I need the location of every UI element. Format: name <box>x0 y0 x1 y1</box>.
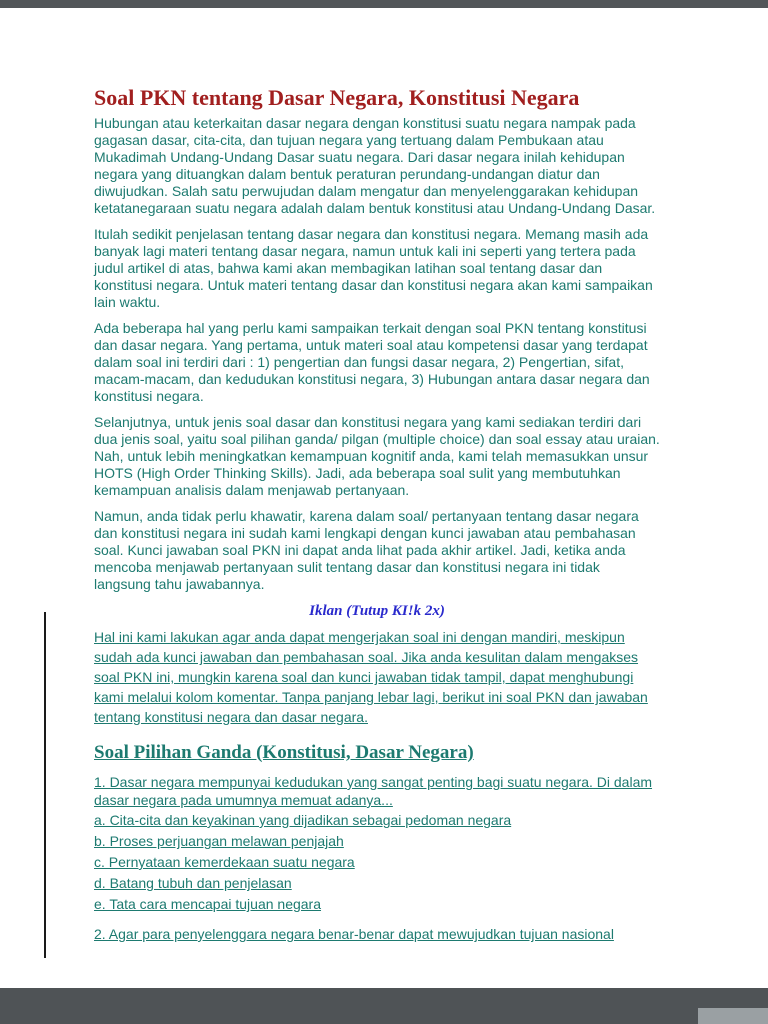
article-title: Soal PKN tentang Dasar Negara, Konstitusi Negara <box>94 85 580 110</box>
vertical-rule-line <box>44 612 46 958</box>
paragraph-5: Namun, anda tidak perlu khawatir, karena dalam soal/ pertanyaan tentang dasar negara dan konstitusi negara ini sudah kami lengkapi dengan kunci jawaban atau pembahasan soal. Kunci jawaban soal PKN ini dapat anda lihat pada akhir artikel. Jadi, ketika anda mencoba menjawab pertanyaan sulit tentang dasar dan konstitusi negara ini tidak langsung tahu jawabannya. <box>94 508 639 592</box>
option-d[interactable]: d. Batang tubuh dan penjelasan <box>94 875 292 891</box>
options-list <box>94 812 660 913</box>
paragraph-4: Selanjutnya, untuk jenis soal dasar dan konstitusi negara yang kami sediakan terdiri dari dua jenis soal, yaitu soal pilihan ganda/ pilgan (multiple choice) dan soal essay atau uraian. Nah, untuk lebih meningkatkan kemampuan kognitif anda, kami telah memasukkan unsur HOTS (High Order Thinking Skills). Jadi, ada beberapa soal sulit yang membutuhkan kemampuan analisis dalam menjawab pertanyaan. <box>94 414 660 498</box>
intro-link-paragraph[interactable]: Hal ini kami lakukan agar anda dapat mengerjakan soal ini dengan mandiri, meskipun sudah ada kunci jawaban dan pembahasan soal. Jika anda kesulitan dalam mengakses soal PKN ini, mungkin karena soal dan kunci jawaban tidak tampil, dapat menghubungi kami melalui kolom komentar. Tanpa panjang lebar lagi, berikut ini soal PKN dan jawaban tentang konstitusi negara dan dasar negara. <box>94 629 648 725</box>
paragraph-3: Ada beberapa hal yang perlu kami sampaikan terkait dengan soal PKN tentang konstitusi dan dasar negara. Yang pertama, untuk materi soal atau kompetensi dasar yang terdapat dalam soal ini terdiri dari : 1) pengertian dan fungsi dasar negara, 2) Pengertian, sifat, macam-macam, dan kedudukan konstitusi negara, 3) Hubungan antara dasar negara dan konstitusi negara. <box>94 320 650 404</box>
option-a[interactable]: a. Cita-cita dan keyakinan yang dijadikan sebagai pedoman negara <box>94 812 512 828</box>
document-page <box>0 8 768 988</box>
paragraph-2: Itulah sedikit penjelasan tentang dasar negara dan konstitusi negara. Memang masih ada banyak lagi materi tentang dasar negara, namun untuk kali ini seperti yang tertera pada judul artikel di atas, bahwa kami akan membagikan latihan soal tentang dasar dan konstitusi negara. Untuk materi tentang dasar dan konstitusi negara akan kami sampaikan lain waktu. <box>94 226 653 310</box>
viewer-bottom-area <box>0 988 768 1024</box>
question-1[interactable]: 1. Dasar negara mempunyai kedudukan yang sangat penting bagi suatu negara. Di dalam dasar negara pada umumnya memuat adanya... <box>94 774 653 808</box>
page-content <box>0 8 768 943</box>
section-heading-multiple-choice[interactable]: Soal Pilihan Ganda (Konstitusi, Dasar Negara) <box>94 742 474 763</box>
option-b[interactable]: b. Proses perjuangan melawan penjajah <box>94 833 344 849</box>
question-2[interactable]: 2. Agar para penyelenggara negara benar-benar dapat mewujudkan tujuan nasional <box>94 926 614 942</box>
option-c[interactable]: c. Pernyataan kemerdekaan suatu negara <box>94 854 355 870</box>
horizontal-scrollbar-thumb[interactable] <box>698 1008 768 1024</box>
option-e[interactable]: e. Tata cara mencapai tujuan negara <box>94 896 322 912</box>
paragraph-1: Hubungan atau keterkaitan dasar negara dengan konstitusi suatu negara nampak pada gagasan dasar, cita-cita, dan tujuan negara yang tertuang dalam Pembukaan atau Mukadimah Undang-Undang Dasar suatu negara. Dari dasar negara inilah kehidupan negara yang dituangkan dalam bentuk peraturan perundang-undangan diatur dan diwujudkan. Salah satu perwujudan dalam mengatur dan menyelenggarakan kehidupan ketatanegaraan suatu negara adalah dalam bentuk konstitusi atau Undang-Undang Dasar. <box>94 115 656 216</box>
ad-close-note[interactable]: Iklan (Tutup KI!k 2x) <box>309 603 445 619</box>
